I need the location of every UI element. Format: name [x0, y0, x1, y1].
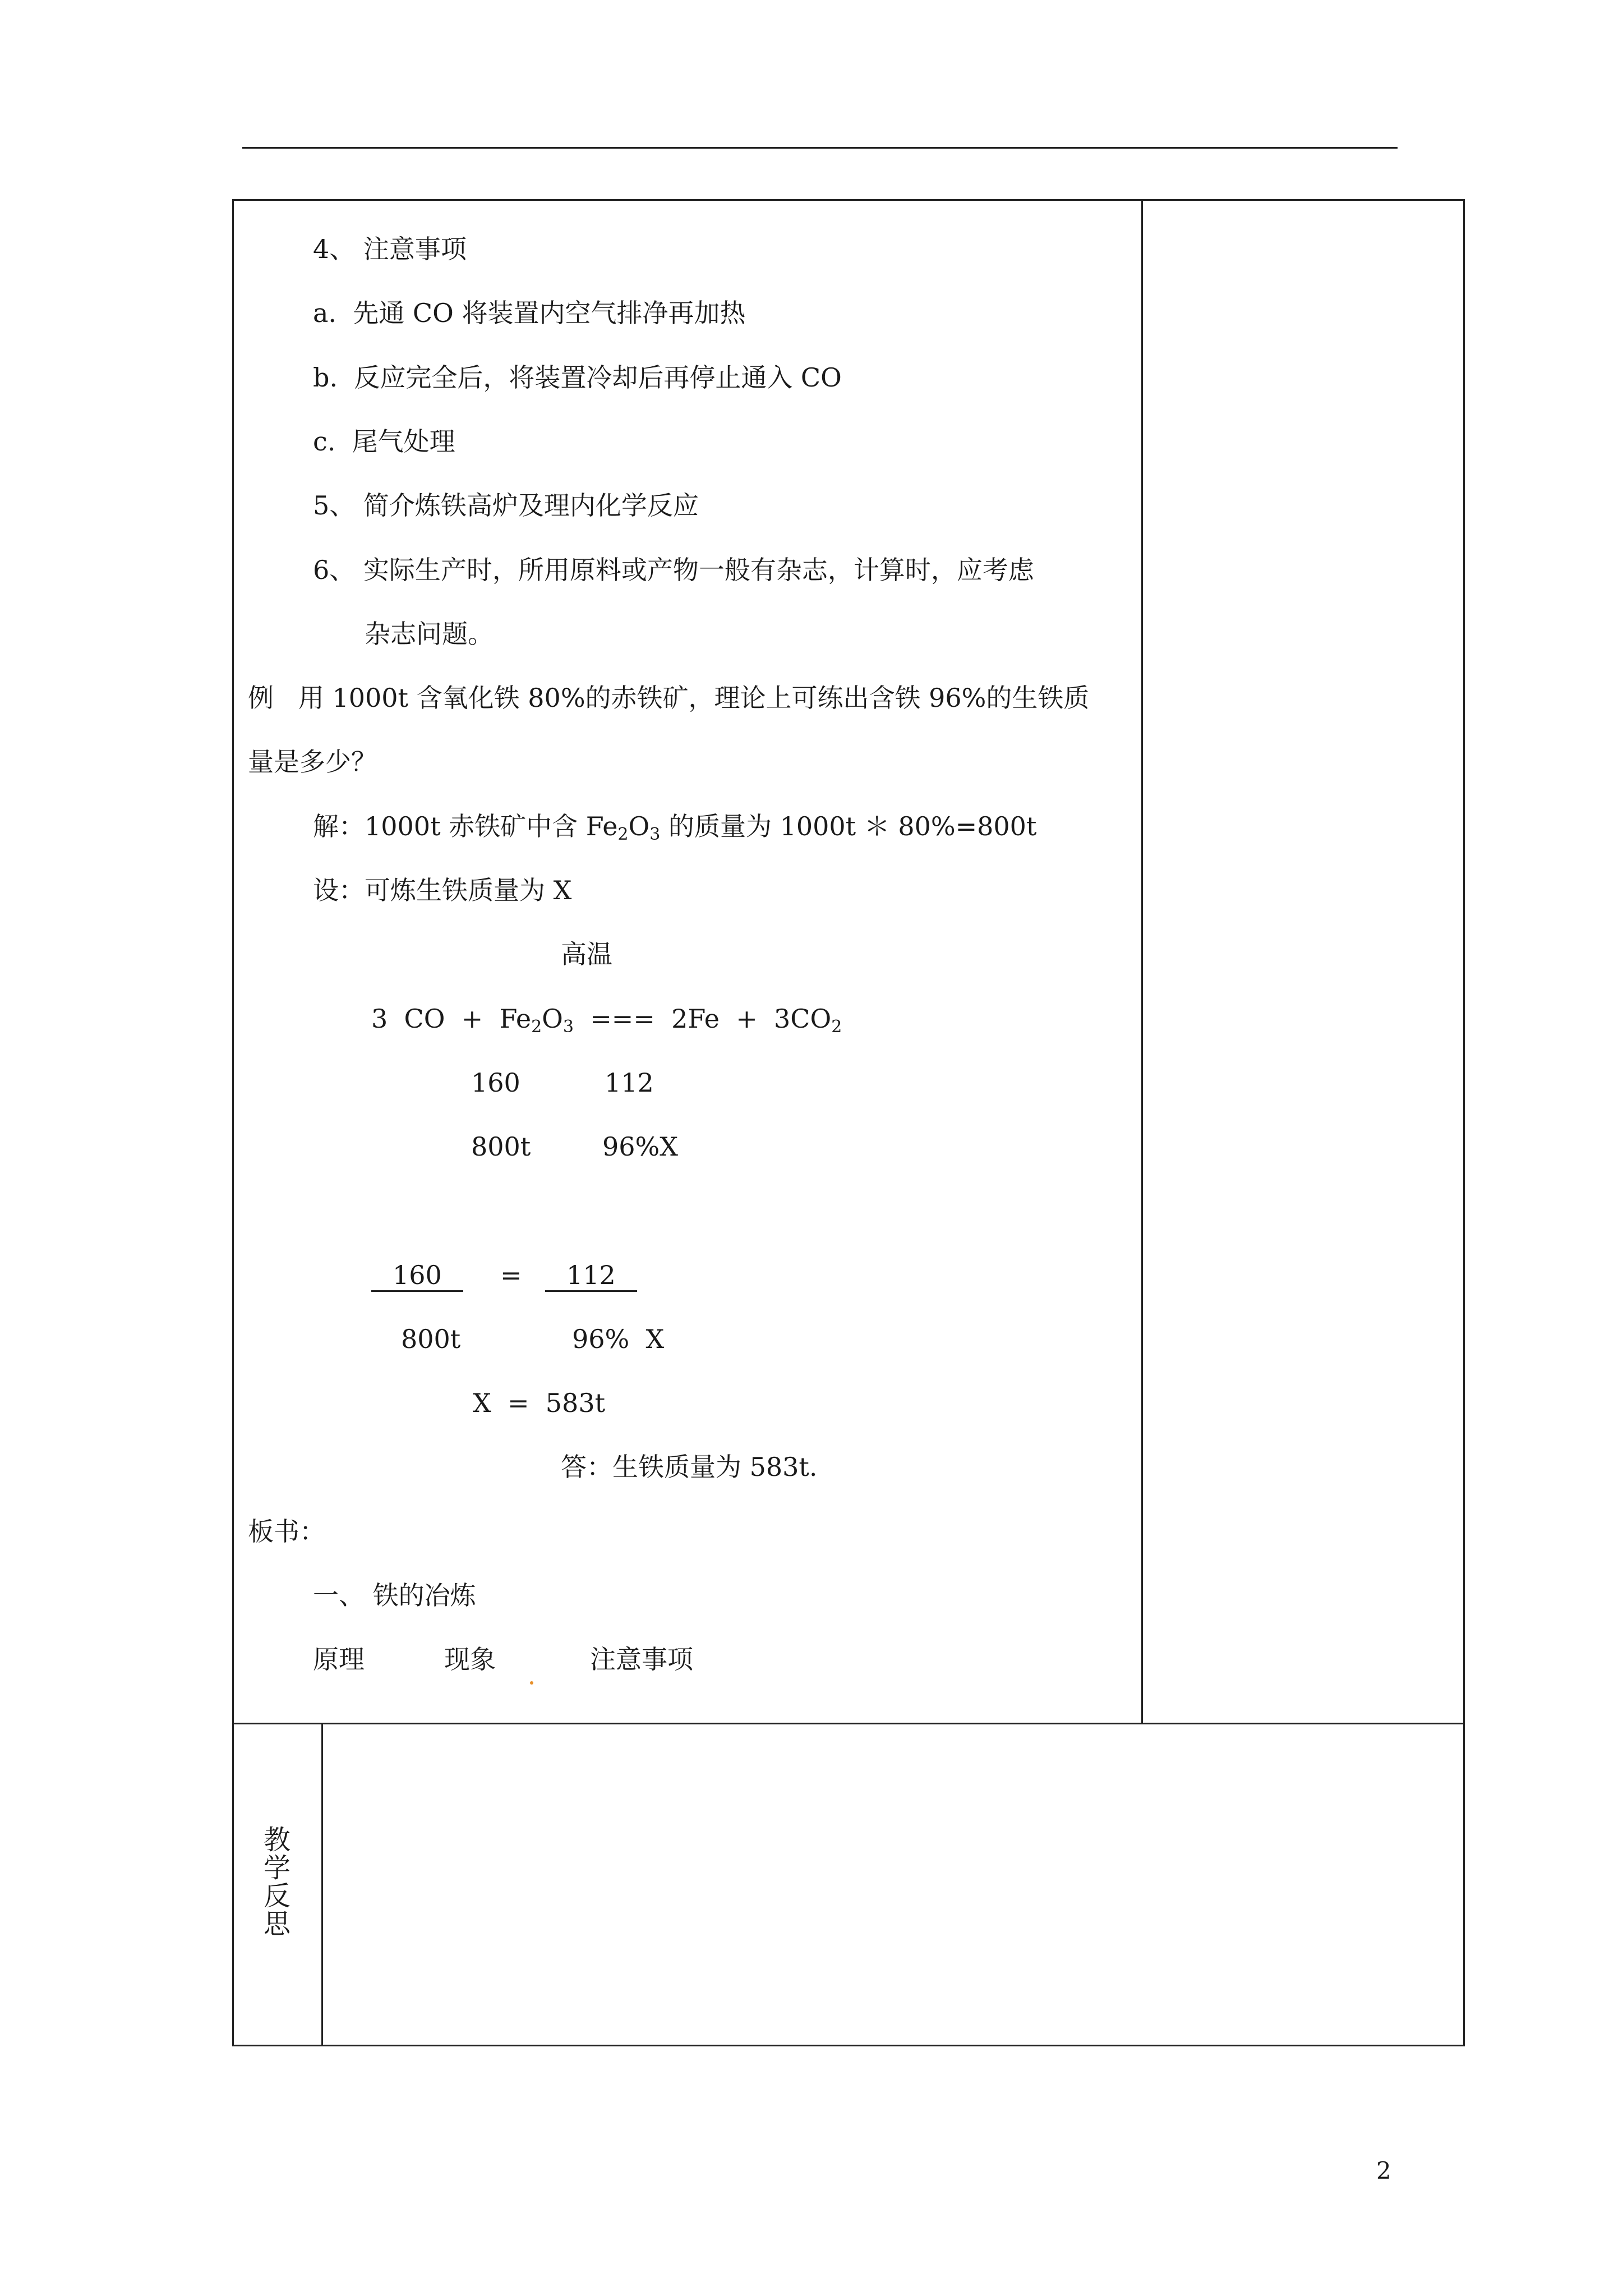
fraction-equals: =	[500, 1260, 522, 1290]
table-column-divider	[1141, 199, 1143, 1724]
item-6: 6、 实际生产时，所用原料或产物一般有杂志，计算时，应考虑	[313, 555, 1034, 585]
blackboard-principle: 原理	[313, 1644, 365, 1674]
blackboard-phenomenon: 现象	[444, 1644, 496, 1674]
note-b: b. 反应完全后，将装置冷却后再停止通入 CO	[313, 362, 842, 393]
stray-mark	[530, 1681, 533, 1685]
item-5: 5、 简介炼铁高炉及理内化学反应	[313, 490, 699, 521]
fraction-left-numerator: 160	[371, 1259, 463, 1291]
reflection-label	[261, 1826, 293, 1938]
reflection-char: 思	[263, 1908, 291, 1940]
molar-mass-fe: 112	[605, 1068, 654, 1098]
blackboard-notes: 注意事项	[590, 1644, 693, 1674]
page-number: 2	[1376, 2157, 1391, 2184]
reflection-char: 教	[263, 1824, 291, 1856]
reaction-condition: 高温	[561, 939, 612, 969]
chemical-equation: 3 CO + $Fe_2O_3$ === $2Fe + 3CO_2$	[371, 1004, 842, 1037]
fraction-left-denominator: 800t	[401, 1324, 461, 1354]
note-heading: 4、 注意事项	[313, 234, 467, 264]
assumption-line: 设：可炼生铁质量为 X	[313, 875, 572, 905]
blackboard-section: 一、 铁的冶炼	[313, 1580, 476, 1611]
reflection-label-divider	[321, 1723, 323, 2046]
solution-line: 解：1000t 赤铁矿中含 $Fe_2O_3$ 的质量为 1000t ＊ 80%=800t	[313, 811, 1037, 844]
result-line: X = 583t	[473, 1388, 606, 1418]
molar-mass-fe2o3: 160	[471, 1068, 520, 1098]
fraction-right-denominator: 96% X	[572, 1324, 665, 1354]
note-c: c. 尾气处理	[313, 426, 455, 457]
note-a: a. 先通 CO 将装置内空气排净再加热	[313, 298, 746, 328]
example-question-cont: 量是多少？	[248, 747, 377, 777]
answer-line: 答：生铁质量为 583t.	[561, 1452, 818, 1482]
reflection-char: 反	[263, 1880, 291, 1912]
fraction-right-numerator: 112	[545, 1259, 637, 1291]
table-frame	[232, 199, 1465, 2046]
reflection-char: 学	[263, 1852, 291, 1884]
mass-fe: 96%X	[602, 1131, 678, 1162]
table-row-divider	[232, 1723, 1465, 1724]
blackboard-heading: 板书：	[248, 1516, 325, 1547]
mass-fe2o3: 800t	[471, 1131, 531, 1162]
header-rule	[242, 147, 1398, 149]
item-6-cont: 杂志问题。	[365, 619, 494, 649]
example-question: 例 用 1000t 含氧化铁 80%的赤铁矿，理论上可练出含铁 96%的生铁质	[248, 683, 1090, 713]
